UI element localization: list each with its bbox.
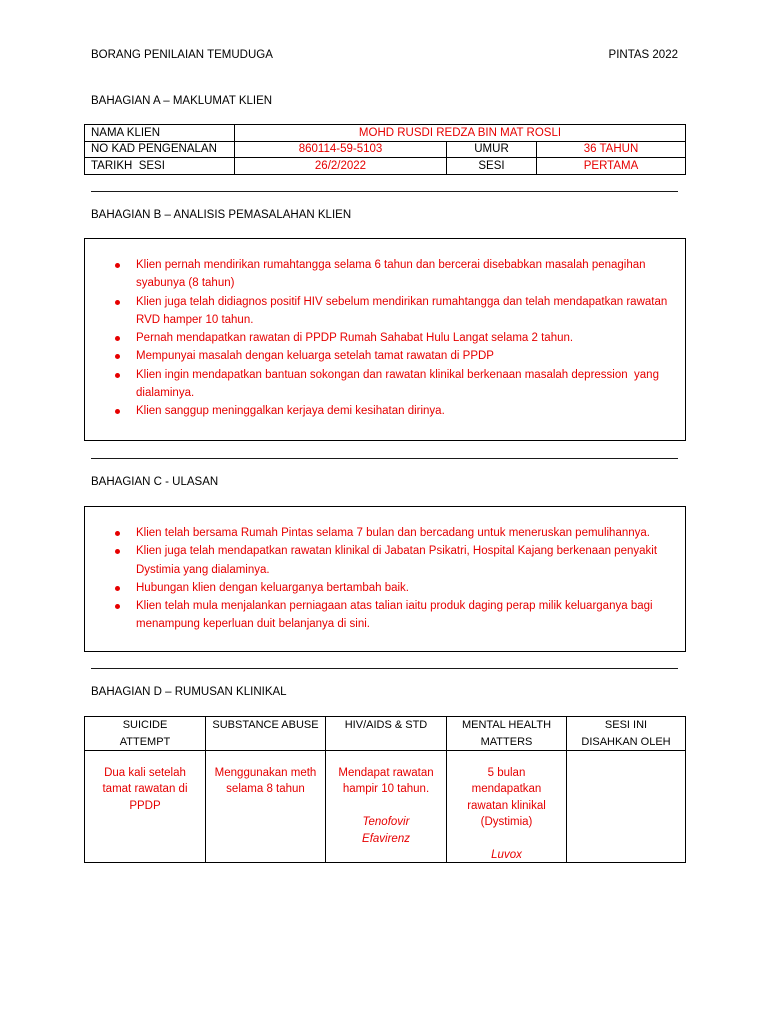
list-item: Pernah mendapatkan rawatan di PPDP Rumah Sahabat Hulu Langat selama 2 tahun. (136, 329, 676, 347)
program-label: PINTAS 2022 (608, 49, 678, 61)
section-divider (91, 458, 678, 459)
mental-health-cell (447, 751, 566, 862)
list-item: Klien sanggup meninggalkan kerjaya demi kesihatan dirinya. (136, 402, 676, 420)
list-item: Klien ingin mendapatkan bantuan sokongan dan rawatan klinikal berkenaan masalah depression yang dialaminya. (136, 366, 676, 403)
tarikh-sesi-label: TARIKH SESI (85, 158, 234, 174)
problem-analysis-box (84, 238, 686, 441)
review-list (85, 507, 685, 634)
umur-label: UMUR (447, 142, 536, 157)
section-divider (91, 668, 678, 669)
column-header-suicide-attempt: SUICIDE ATTEMPT (85, 717, 205, 750)
nama-klien-value: MOHD RUSDI REDZA BIN MAT ROSLI (235, 125, 685, 141)
list-item: Klien pernah mendirikan rumahtangga selama 6 tahun dan bercerai disebabkan masalah penagihan syabunya (8 tahun) (136, 256, 676, 293)
section-c-heading: BAHAGIAN C - ULASAN (91, 476, 219, 488)
section-a-heading: BAHAGIAN A – MAKLUMAT KLIEN (91, 95, 273, 107)
tarikh-sesi-value: 26/2/2022 (235, 158, 446, 174)
hiv-aids-std-cell (326, 751, 446, 862)
substance-abuse-cell (206, 751, 325, 862)
column-header-mental-health: MENTAL HEALTH MATTERS (447, 717, 566, 750)
hiv-aids-std-text: Mendapat rawatan hampir 10 tahun. (338, 767, 434, 796)
column-header-substance-abuse: SUBSTANCE ABUSE (206, 717, 325, 750)
nama-klien-label: NAMA KLIEN (85, 125, 234, 141)
sesi-value: PERTAMA (537, 158, 685, 174)
column-header-hiv-aids-std: HIV/AIDS & STD (326, 717, 446, 750)
clinical-summary-table (84, 716, 686, 863)
hiv-medication: Tenofovir Efavirenz (362, 816, 410, 845)
sesi-disahkan-cell (567, 751, 685, 862)
list-item: Klien juga telah mendapatkan rawatan klinikal di Jabatan Psikatri, Hospital Kajang berkenaan penyakit Dystimia yang dialaminya. (136, 542, 676, 579)
form-title: BORANG PENILAIAN TEMUDUGA (91, 49, 273, 61)
column-header-sesi-disahkan: SESI INI DISAHKAN OLEH (567, 717, 685, 750)
list-item: Hubungan klien dengan keluarganya bertambah baik. (136, 579, 676, 597)
mental-health-text: 5 bulan mendapatkan rawatan klinikal (Dystimia) (467, 767, 546, 829)
list-item: Klien telah mula menjalankan perniagaan atas talian iaitu produk daging perap milik keluarganya bagi menampung keperluan duit belanjanya di sini. (136, 597, 676, 634)
no-kad-value: 860114-59-5103 (235, 142, 446, 157)
umur-value: 36 TAHUN (537, 142, 685, 157)
suicide-attempt-text: Dua kali setelah tamat rawatan di PPDP (102, 767, 188, 812)
sesi-label: SESI (447, 158, 536, 174)
list-item: Klien telah bersama Rumah Pintas selama 7 bulan dan bercadang untuk meneruskan pemulihannya. (136, 524, 676, 542)
substance-abuse-text: Menggunakan meth selama 8 tahun (214, 767, 317, 796)
list-item: Klien juga telah didiagnos positif HIV sebelum mendirikan rumahtangga dan telah mendapatkan rawatan RVD hamper 10 tahun. (136, 293, 676, 330)
section-b-heading: BAHAGIAN B – ANALISIS PEMASALAHAN KLIEN (91, 209, 352, 221)
review-box (84, 506, 686, 652)
suicide-attempt-cell (85, 751, 205, 862)
client-info-table (84, 124, 686, 175)
section-divider (91, 191, 678, 192)
no-kad-label: NO KAD PENGENALAN (85, 142, 234, 157)
section-d-heading: BAHAGIAN D – RUMUSAN KLINIKAL (91, 686, 287, 698)
list-item: Mempunyai masalah dengan keluarga setelah tamat rawatan di PPDP (136, 347, 676, 365)
mental-health-medication: Luvox (491, 849, 522, 862)
problem-analysis-list (85, 239, 685, 420)
